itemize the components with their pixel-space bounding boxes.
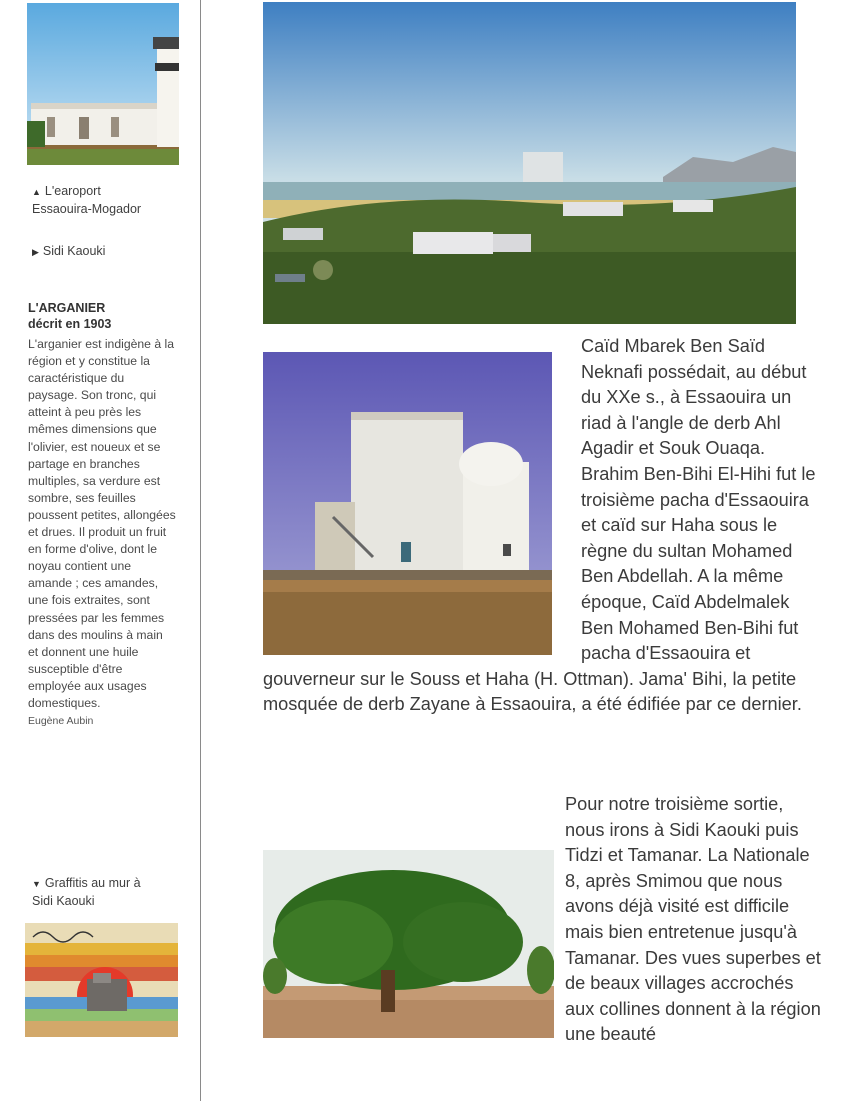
triangle-down-icon: ▼: [32, 879, 41, 889]
triangle-right-icon: ▶: [32, 247, 39, 257]
argan-box-author: Eugène Aubin: [28, 715, 94, 728]
main-paragraph-2: Pour notre troisième sortie, nous irons à Sidi Kaouki puis Tidzi et Tamanar. La Nationale 8, après Smimou que nous avons déjà visité est difficile mais bien entretenue jusqu'à Tamanar. Des vues superbes et de beaux villages accrochés aux collines donnent à la région une beauté: [565, 794, 821, 1045]
beach-camping-photo: [263, 2, 796, 324]
argan-box-title: L'ARGANIER décrit en 1903: [28, 301, 112, 331]
graffiti-photo: [25, 923, 178, 1037]
caption-graffiti: ▼ Graffitis au mur à Sidi Kaouki: [32, 876, 141, 908]
airport-photo: [27, 3, 179, 165]
caption-sidi-kaouki: ▶ Sidi Kaouki: [32, 244, 106, 258]
main-paragraph-1: Caïd Mbarek Ben Saïd Neknafi possédait, au début du XXe s., à Essaouira un riad à l'angle de derb Ahl Agadir et Souk Ouaqa. Brahim Ben-Bihi El-Hihi fut le troisième pacha d'Essaouira et caïd sur Haha sous le règne du sultan Mohamed Ben Abdellah. A la même époque, Caïd Abdelmalek Ben Mohamed Ben-Bihi fut pacha d'Essaouira et gouverneur sur le Souss et Haha (H. Ottman). Jama' Bihi, la petite mosquée de derb Zayane à Essaouira, a été édifiée par ce dernier.: [263, 336, 816, 715]
argan-box-text: L'arganier est indigène à la région et y constitue la caractéristique du paysage. Son tronc, qui atteint à peu près les mêmes dimensions que l'olivier, est noueux et se partage en branches multiples, sa verdure est sombre, ses feuilles poussent petites, allongées et drues. Il produit un fruit en forme d'olive, dont le noyau contient une amande ; ces amandes, une fois extraites, sont pressées par les femmes dans des moulins à main et donnent une huile susceptible d'être employée aux usages domestiques. Eugène Aubin: [28, 336, 176, 730]
triangle-up-icon: ▲: [32, 187, 41, 197]
column-divider: [200, 0, 201, 1101]
caption-airport: ▲ L'earoport Essaouira-Mogador: [32, 184, 142, 216]
